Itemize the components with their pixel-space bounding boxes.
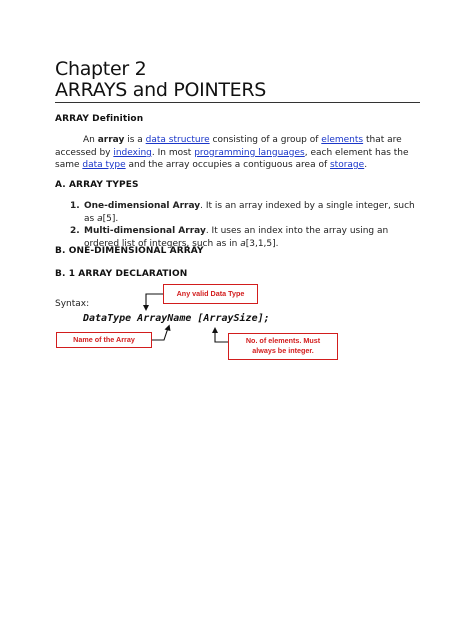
array-term: array xyxy=(97,135,125,145)
array-types-heading: A. ARRAY TYPES xyxy=(55,180,139,190)
list-italic: a xyxy=(97,213,103,224)
arrow-connector-array-name xyxy=(152,328,168,340)
one-dimensional-heading: B. ONE-DIMENSIONAL ARRAY xyxy=(55,246,204,256)
list-italic: a xyxy=(240,238,246,249)
list-text: [5]. xyxy=(102,213,119,224)
link-storage[interactable]: storage xyxy=(329,160,365,170)
text: . xyxy=(364,160,368,170)
text: that are accessed by xyxy=(55,135,402,158)
text: consisting of a group of xyxy=(209,135,322,145)
callout-text: Any valid Data Type xyxy=(176,289,245,298)
list-text: . It is an array indexed by a single integer, such as xyxy=(84,201,415,224)
chapter-title: ARRAYS and POINTERS xyxy=(55,79,267,101)
callout-text: Name of the Array xyxy=(73,335,135,344)
text: . In most xyxy=(151,147,195,158)
list-term: Multi-dimensional Array xyxy=(84,226,206,236)
link-data-structure[interactable]: data structure xyxy=(145,135,210,145)
callout-text: always be integer. xyxy=(252,346,314,355)
link-programming-languages[interactable]: programming languages xyxy=(194,147,305,158)
link-indexing[interactable]: indexing xyxy=(113,147,152,158)
chapter-number: Chapter 2 xyxy=(55,58,147,80)
text: and the array occupies a contiguous area of xyxy=(125,160,330,170)
text: , each element has the same xyxy=(55,147,409,170)
definition-heading: ARRAY Definition xyxy=(55,114,144,124)
list-text: . It uses an index into the array using an ordered list of integers, such as in xyxy=(84,226,389,249)
list-number: 2. xyxy=(70,226,80,236)
list-number: 1. xyxy=(70,201,80,211)
arrowhead-up xyxy=(212,327,218,333)
syntax-code: DataType ArrayName [ArraySize]; xyxy=(83,313,270,324)
link-elements[interactable]: elements xyxy=(321,135,364,145)
text: An xyxy=(83,135,98,145)
callout-text: No. of elements. Must xyxy=(245,336,321,345)
link-data-type[interactable]: data type xyxy=(82,160,126,170)
list-text: [3,1,5]. xyxy=(245,238,279,249)
arrowhead-up xyxy=(165,325,171,332)
array-declaration-heading: B. 1 ARRAY DECLARATION xyxy=(55,269,188,279)
arrowhead-down xyxy=(143,305,149,311)
syntax-label: Syntax: xyxy=(55,299,90,309)
list-term: One-dimensional Array xyxy=(84,201,201,211)
text: is a xyxy=(124,135,146,145)
